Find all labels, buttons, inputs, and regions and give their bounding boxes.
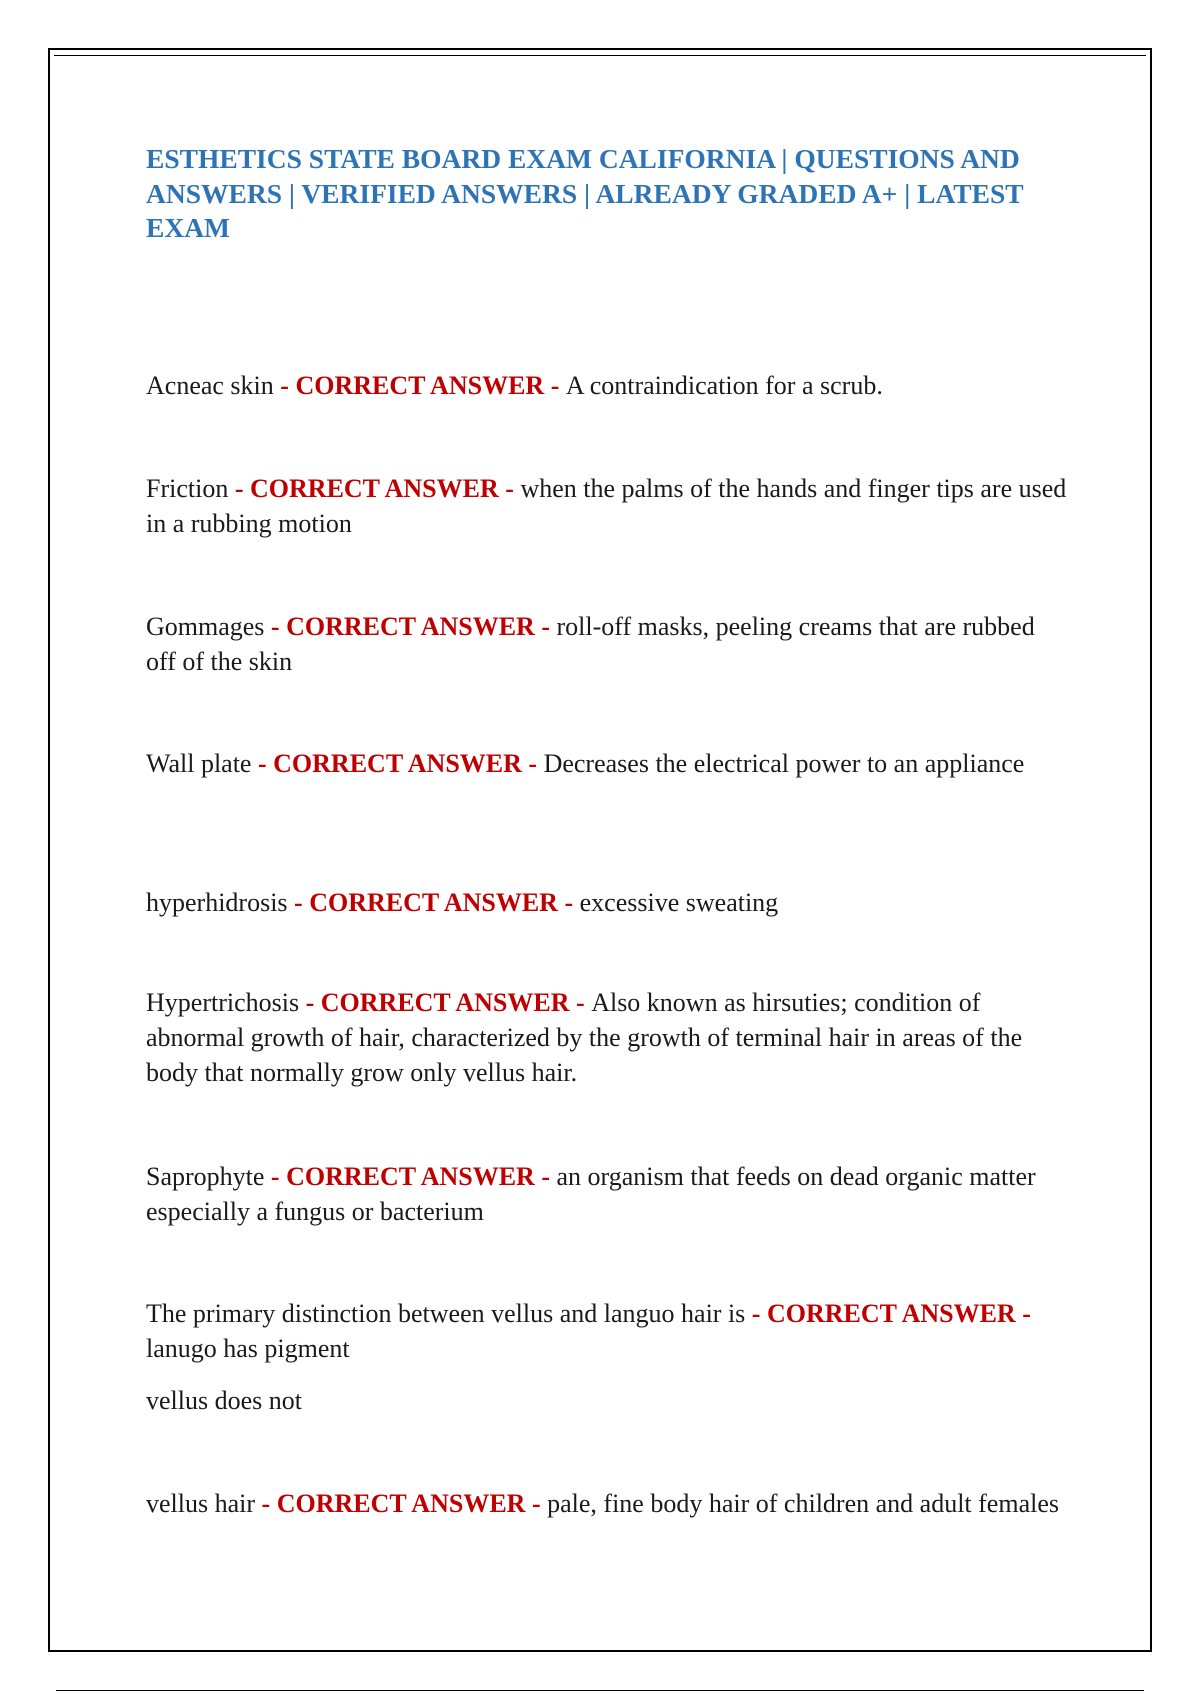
separator: - — [299, 988, 321, 1017]
qa-item-hyperhidrosis — [146, 885, 1071, 920]
correct-answer-label: CORRECT ANSWER — [250, 474, 499, 503]
qa-term: Saprophyte — [146, 1162, 265, 1191]
correct-answer-label: CORRECT ANSWER — [286, 612, 535, 641]
separator: - — [251, 749, 274, 778]
qa-answer: excessive sweating — [579, 888, 779, 917]
document-title: ESTHETICS STATE BOARD EXAM CALIFORNIA | QUESTIONS AND ANSWERS | VERIFIED ANSWERS | ALREADY GRADED A+ | LATEST EXAM — [146, 143, 1024, 243]
qa-answer-continuation: vellus does not — [146, 1386, 302, 1415]
qa-answer: when the palms of the hands and finger tips are used in a rubbing motion — [146, 474, 1067, 538]
separator: - — [255, 1489, 277, 1518]
separator: - — [569, 988, 592, 1017]
qa-term: Gommages — [146, 612, 265, 641]
qa-term: Hypertrichosis — [146, 988, 300, 1017]
separator: - — [557, 888, 580, 917]
qa-item-friction — [146, 471, 1071, 541]
correct-answer-label: CORRECT ANSWER — [309, 888, 558, 917]
correct-answer-label: CORRECT ANSWER — [320, 988, 570, 1017]
qa-answer: Also known as hirsuties; condition of abnormal growth of hair, characterized by the growth of terminal hair in areas of the body that normally grow only vellus hair. — [146, 988, 1023, 1087]
bottom-rule — [56, 1690, 1144, 1691]
correct-answer-label: CORRECT ANSWER — [276, 1489, 526, 1518]
correct-answer-label: CORRECT ANSWER — [273, 749, 522, 778]
correct-answer-label: CORRECT ANSWER — [766, 1299, 1016, 1328]
separator: - — [745, 1299, 767, 1328]
separator: - — [534, 1162, 557, 1191]
qa-term: The primary distinction between vellus and languo hair is — [146, 1299, 746, 1328]
qa-item-acneac-skin — [146, 368, 1071, 403]
correct-answer-label: CORRECT ANSWER — [295, 371, 545, 400]
qa-item-wall-plate — [146, 746, 1071, 781]
qa-term: Wall plate — [146, 749, 252, 778]
qa-item-hypertrichosis — [146, 985, 1071, 1090]
separator: - — [1015, 1299, 1031, 1328]
qa-item-vellus-hair — [146, 1486, 1071, 1521]
qa-answer: lanugo has pigment — [146, 1334, 350, 1363]
top-double-rule — [54, 55, 1146, 56]
qa-item-saprophyte — [146, 1159, 1071, 1229]
qa-term: Acneac skin — [146, 371, 274, 400]
qa-answer: A contraindication for a scrub. — [565, 371, 883, 400]
qa-item-vellus-vs-lanugo — [146, 1296, 1071, 1366]
qa-answer: an organism that feeds on dead organic matter especially a fungus or bacterium — [146, 1162, 1036, 1226]
separator: - — [525, 1489, 548, 1518]
qa-answer: pale, fine body hair of children and adult females — [547, 1489, 1059, 1518]
separator: - — [534, 612, 557, 641]
qa-item-gommages — [146, 609, 1071, 679]
qa-term: Friction — [146, 474, 229, 503]
separator: - — [264, 1162, 287, 1191]
separator: - — [498, 474, 521, 503]
separator: - — [521, 749, 544, 778]
correct-answer-label: CORRECT ANSWER — [286, 1162, 535, 1191]
qa-term: hyperhidrosis — [146, 888, 288, 917]
separator: - — [544, 371, 566, 400]
separator: - — [264, 612, 287, 641]
qa-answer: roll-off masks, peeling creams that are rubbed off of the skin — [146, 612, 1035, 676]
separator: - — [228, 474, 251, 503]
separator: - — [273, 371, 296, 400]
qa-term: vellus hair — [146, 1489, 256, 1518]
qa-answer: Decreases the electrical power to an appliance — [543, 749, 1025, 778]
separator: - — [287, 888, 310, 917]
